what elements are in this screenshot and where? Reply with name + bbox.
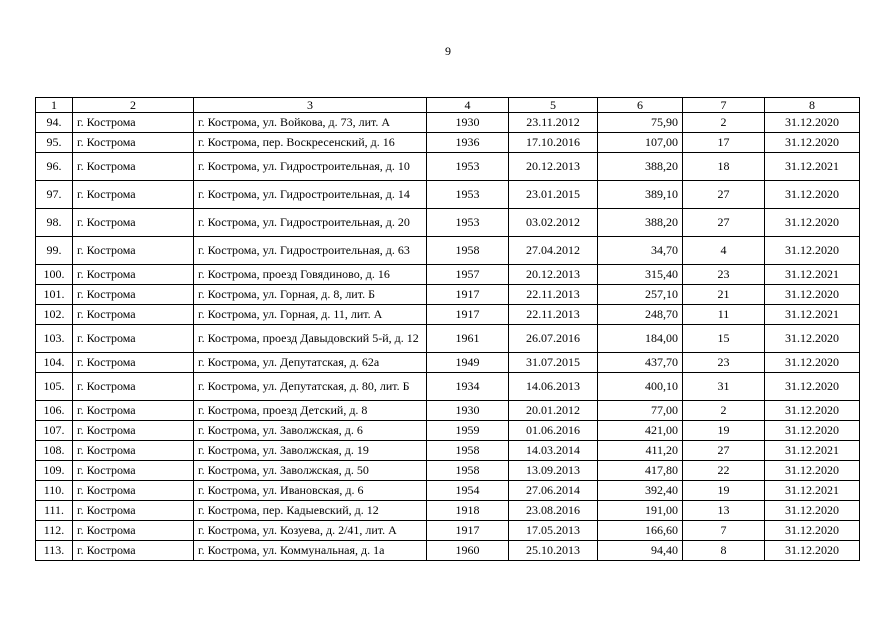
count-cell: 15 — [683, 325, 765, 353]
header-cell: 5 — [509, 98, 598, 113]
count-cell: 18 — [683, 153, 765, 181]
count-cell: 2 — [683, 113, 765, 133]
year-cell: 1934 — [427, 373, 509, 401]
date-cell: 01.06.2016 — [509, 421, 598, 441]
deadline-cell: 31.12.2020 — [765, 541, 860, 561]
year-cell: 1930 — [427, 113, 509, 133]
date-cell: 14.06.2013 — [509, 373, 598, 401]
row-number-cell: 104. — [36, 353, 73, 373]
year-cell: 1958 — [427, 461, 509, 481]
deadline-cell: 31.12.2020 — [765, 373, 860, 401]
city-cell: г. Кострома — [73, 153, 194, 181]
date-cell: 27.06.2014 — [509, 481, 598, 501]
count-cell: 19 — [683, 421, 765, 441]
date-cell: 27.04.2012 — [509, 237, 598, 265]
year-cell: 1953 — [427, 209, 509, 237]
count-cell: 19 — [683, 481, 765, 501]
count-cell: 13 — [683, 501, 765, 521]
count-cell: 27 — [683, 441, 765, 461]
date-cell: 03.02.2012 — [509, 209, 598, 237]
city-cell: г. Кострома — [73, 421, 194, 441]
area-cell: 191,00 — [598, 501, 683, 521]
table-row — [36, 541, 860, 561]
area-cell: 94,40 — [598, 541, 683, 561]
date-cell: 20.01.2012 — [509, 401, 598, 421]
table-row — [36, 521, 860, 541]
count-cell: 23 — [683, 265, 765, 285]
address-cell: г. Кострома, ул. Гидростроительная, д. 10 — [194, 153, 427, 181]
deadline-cell: 31.12.2020 — [765, 421, 860, 441]
table-row — [36, 237, 860, 265]
housing-table — [35, 97, 860, 561]
count-cell: 17 — [683, 133, 765, 153]
count-cell: 22 — [683, 461, 765, 481]
area-cell: 392,40 — [598, 481, 683, 501]
count-cell: 8 — [683, 541, 765, 561]
table-row — [36, 209, 860, 237]
deadline-cell: 31.12.2020 — [765, 501, 860, 521]
year-cell: 1930 — [427, 401, 509, 421]
address-cell: г. Кострома, проезд Говядиново, д. 16 — [194, 265, 427, 285]
row-number-cell: 106. — [36, 401, 73, 421]
year-cell: 1918 — [427, 501, 509, 521]
row-number-cell: 107. — [36, 421, 73, 441]
date-cell: 23.01.2015 — [509, 181, 598, 209]
year-cell: 1960 — [427, 541, 509, 561]
table-row — [36, 285, 860, 305]
table-row — [36, 461, 860, 481]
address-cell: г. Кострома, ул. Горная, д. 8, лит. Б — [194, 285, 427, 305]
deadline-cell: 31.12.2020 — [765, 181, 860, 209]
area-cell: 257,10 — [598, 285, 683, 305]
deadline-cell: 31.12.2020 — [765, 237, 860, 265]
header-cell: 1 — [36, 98, 73, 113]
deadline-cell: 31.12.2021 — [765, 305, 860, 325]
deadline-cell: 31.12.2021 — [765, 441, 860, 461]
deadline-cell: 31.12.2020 — [765, 401, 860, 421]
area-cell: 388,20 — [598, 209, 683, 237]
date-cell: 31.07.2015 — [509, 353, 598, 373]
area-cell: 411,20 — [598, 441, 683, 461]
table-row — [36, 501, 860, 521]
deadline-cell: 31.12.2020 — [765, 461, 860, 481]
year-cell: 1958 — [427, 237, 509, 265]
deadline-cell: 31.12.2021 — [765, 481, 860, 501]
area-cell: 400,10 — [598, 373, 683, 401]
address-cell: г. Кострома, ул. Депутатская, д. 62а — [194, 353, 427, 373]
city-cell: г. Кострома — [73, 325, 194, 353]
table-row — [36, 421, 860, 441]
city-cell: г. Кострома — [73, 501, 194, 521]
address-cell: г. Кострома, ул. Заволжская, д. 50 — [194, 461, 427, 481]
area-cell: 77,00 — [598, 401, 683, 421]
deadline-cell: 31.12.2020 — [765, 285, 860, 305]
table-row — [36, 353, 860, 373]
year-cell: 1954 — [427, 481, 509, 501]
header-cell: 8 — [765, 98, 860, 113]
count-cell: 31 — [683, 373, 765, 401]
table-row — [36, 305, 860, 325]
count-cell: 2 — [683, 401, 765, 421]
area-cell: 75,90 — [598, 113, 683, 133]
date-cell: 23.08.2016 — [509, 501, 598, 521]
page-number: 9 — [445, 44, 451, 58]
year-cell: 1949 — [427, 353, 509, 373]
deadline-cell: 31.12.2020 — [765, 325, 860, 353]
date-cell: 25.10.2013 — [509, 541, 598, 561]
row-number-cell: 103. — [36, 325, 73, 353]
header-cell: 2 — [73, 98, 194, 113]
table-row — [36, 181, 860, 209]
date-cell: 13.09.2013 — [509, 461, 598, 481]
address-cell: г. Кострома, ул. Гидростроительная, д. 14 — [194, 181, 427, 209]
count-cell: 27 — [683, 209, 765, 237]
table-body — [36, 113, 860, 561]
count-cell: 23 — [683, 353, 765, 373]
deadline-cell: 31.12.2021 — [765, 265, 860, 285]
count-cell: 7 — [683, 521, 765, 541]
city-cell: г. Кострома — [73, 113, 194, 133]
area-cell: 34,70 — [598, 237, 683, 265]
row-number-cell: 109. — [36, 461, 73, 481]
date-cell: 17.10.2016 — [509, 133, 598, 153]
address-cell: г. Кострома, ул. Гидростроительная, д. 20 — [194, 209, 427, 237]
header-cell: 3 — [194, 98, 427, 113]
date-cell: 14.03.2014 — [509, 441, 598, 461]
row-number-cell: 96. — [36, 153, 73, 181]
city-cell: г. Кострома — [73, 209, 194, 237]
city-cell: г. Кострома — [73, 401, 194, 421]
row-number-cell: 111. — [36, 501, 73, 521]
city-cell: г. Кострома — [73, 441, 194, 461]
date-cell: 26.07.2016 — [509, 325, 598, 353]
table-row — [36, 325, 860, 353]
year-cell: 1936 — [427, 133, 509, 153]
date-cell: 20.12.2013 — [509, 265, 598, 285]
area-cell: 437,70 — [598, 353, 683, 373]
address-cell: г. Кострома, ул. Горная, д. 11, лит. А — [194, 305, 427, 325]
address-cell: г. Кострома, ул. Ивановская, д. 6 — [194, 481, 427, 501]
deadline-cell: 31.12.2020 — [765, 209, 860, 237]
area-cell: 166,60 — [598, 521, 683, 541]
count-cell: 4 — [683, 237, 765, 265]
year-cell: 1917 — [427, 521, 509, 541]
address-cell: г. Кострома, ул. Гидростроительная, д. 63 — [194, 237, 427, 265]
deadline-cell: 31.12.2020 — [765, 521, 860, 541]
row-number-cell: 101. — [36, 285, 73, 305]
header-cell: 6 — [598, 98, 683, 113]
header-row — [36, 98, 860, 113]
date-cell: 23.11.2012 — [509, 113, 598, 133]
city-cell: г. Кострома — [73, 373, 194, 401]
area-cell: 315,40 — [598, 265, 683, 285]
table-row — [36, 153, 860, 181]
header-cell: 7 — [683, 98, 765, 113]
year-cell: 1961 — [427, 325, 509, 353]
year-cell: 1917 — [427, 305, 509, 325]
city-cell: г. Кострома — [73, 237, 194, 265]
address-cell: г. Кострома, проезд Детский, д. 8 — [194, 401, 427, 421]
table-row — [36, 401, 860, 421]
city-cell: г. Кострома — [73, 521, 194, 541]
address-cell: г. Кострома, ул. Коммунальная, д. 1а — [194, 541, 427, 561]
city-cell: г. Кострома — [73, 285, 194, 305]
count-cell: 21 — [683, 285, 765, 305]
area-cell: 107,00 — [598, 133, 683, 153]
city-cell: г. Кострома — [73, 461, 194, 481]
year-cell: 1917 — [427, 285, 509, 305]
address-cell: г. Кострома, ул. Депутатская, д. 80, лит. Б — [194, 373, 427, 401]
address-cell: г. Кострома, пер. Кадыевский, д. 12 — [194, 501, 427, 521]
table-row — [36, 265, 860, 285]
year-cell: 1953 — [427, 181, 509, 209]
year-cell: 1959 — [427, 421, 509, 441]
city-cell: г. Кострома — [73, 305, 194, 325]
city-cell: г. Кострома — [73, 481, 194, 501]
row-number-cell: 98. — [36, 209, 73, 237]
header-cell: 4 — [427, 98, 509, 113]
row-number-cell: 113. — [36, 541, 73, 561]
count-cell: 11 — [683, 305, 765, 325]
date-cell: 22.11.2013 — [509, 285, 598, 305]
city-cell: г. Кострома — [73, 265, 194, 285]
city-cell: г. Кострома — [73, 541, 194, 561]
row-number-cell: 97. — [36, 181, 73, 209]
year-cell: 1953 — [427, 153, 509, 181]
address-cell: г. Кострома, проезд Давыдовский 5-й, д. 12 — [194, 325, 427, 353]
table-row — [36, 133, 860, 153]
date-cell: 22.11.2013 — [509, 305, 598, 325]
deadline-cell: 31.12.2021 — [765, 153, 860, 181]
row-number-cell: 105. — [36, 373, 73, 401]
row-number-cell: 100. — [36, 265, 73, 285]
city-cell: г. Кострома — [73, 181, 194, 209]
row-number-cell: 102. — [36, 305, 73, 325]
deadline-cell: 31.12.2020 — [765, 133, 860, 153]
row-number-cell: 112. — [36, 521, 73, 541]
city-cell: г. Кострома — [73, 133, 194, 153]
row-number-cell: 95. — [36, 133, 73, 153]
area-cell: 417,80 — [598, 461, 683, 481]
area-cell: 184,00 — [598, 325, 683, 353]
date-cell: 17.05.2013 — [509, 521, 598, 541]
year-cell: 1958 — [427, 441, 509, 461]
count-cell: 27 — [683, 181, 765, 209]
deadline-cell: 31.12.2020 — [765, 353, 860, 373]
date-cell: 20.12.2013 — [509, 153, 598, 181]
year-cell: 1957 — [427, 265, 509, 285]
row-number-cell: 99. — [36, 237, 73, 265]
area-cell: 389,10 — [598, 181, 683, 209]
area-cell: 421,00 — [598, 421, 683, 441]
address-cell: г. Кострома, ул. Заволжская, д. 19 — [194, 441, 427, 461]
table-row — [36, 113, 860, 133]
deadline-cell: 31.12.2020 — [765, 113, 860, 133]
area-cell: 388,20 — [598, 153, 683, 181]
city-cell: г. Кострома — [73, 353, 194, 373]
table-row — [36, 481, 860, 501]
area-cell: 248,70 — [598, 305, 683, 325]
row-number-cell: 108. — [36, 441, 73, 461]
table-row — [36, 373, 860, 401]
address-cell: г. Кострома, ул. Заволжская, д. 6 — [194, 421, 427, 441]
address-cell: г. Кострома, ул. Козуева, д. 2/41, лит. А — [194, 521, 427, 541]
row-number-cell: 110. — [36, 481, 73, 501]
address-cell: г. Кострома, пер. Воскресенский, д. 16 — [194, 133, 427, 153]
address-cell: г. Кострома, ул. Войкова, д. 73, лит. А — [194, 113, 427, 133]
table-row — [36, 441, 860, 461]
row-number-cell: 94. — [36, 113, 73, 133]
